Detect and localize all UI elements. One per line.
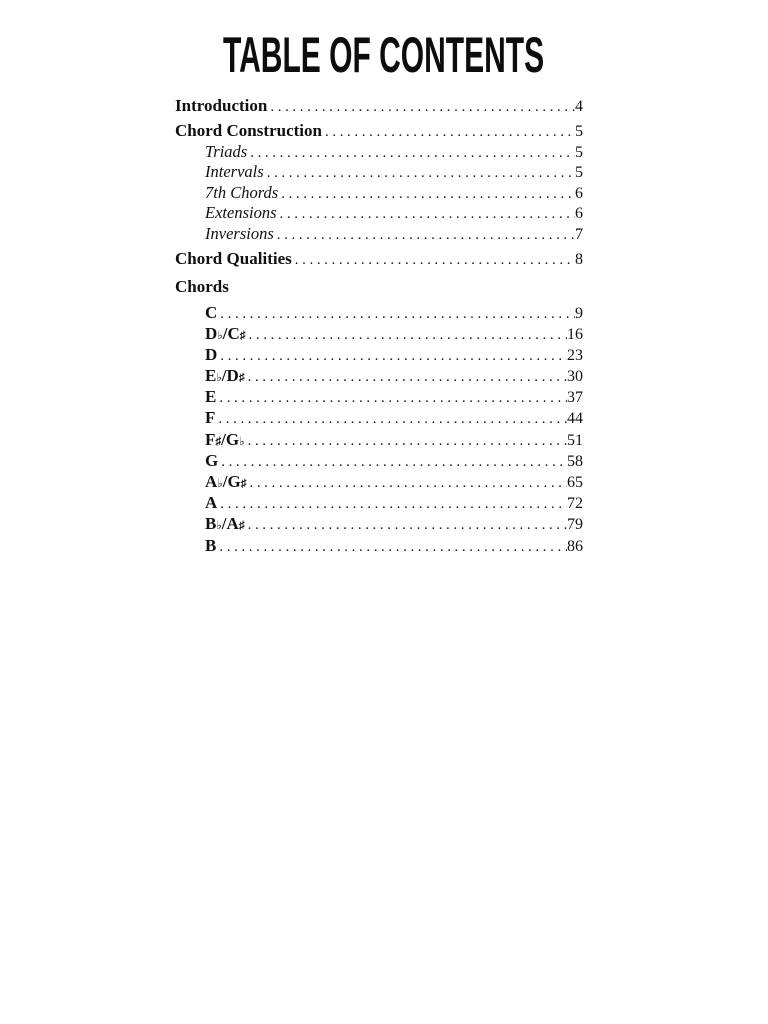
dot-leader <box>270 97 575 118</box>
toc-entry-label: Introduction <box>175 96 268 115</box>
toc-entry-label: Intervals <box>205 162 264 181</box>
flat-symbol: ♭ <box>216 519 222 533</box>
toc-entry <box>175 344 583 365</box>
toc-entry-label: Chord Qualities <box>175 248 292 268</box>
dot-leader <box>248 515 567 536</box>
toc-entry-label: B <box>205 535 217 555</box>
sharp-symbol: ♯ <box>238 519 245 533</box>
toc-entry-page: 65 <box>567 474 583 491</box>
toc-entry <box>175 302 583 323</box>
toc-entry <box>175 407 583 428</box>
toc-entry <box>175 203 583 224</box>
toc-entry <box>175 96 583 117</box>
toc-entry-label: Inversions <box>205 223 274 243</box>
dot-leader <box>249 473 567 494</box>
flat-symbol: ♭ <box>239 434 245 448</box>
toc-entry-label: A <box>205 493 218 513</box>
toc-entry <box>175 249 583 270</box>
toc-entry <box>175 492 583 513</box>
toc-entry-page: 7 <box>575 225 583 243</box>
toc-entry-label: F <box>205 408 216 428</box>
dot-leader <box>250 143 575 164</box>
toc-entry <box>175 471 583 492</box>
dot-leader <box>220 494 567 515</box>
toc-entry-page: 6 <box>575 205 583 222</box>
toc-entry-page: 51 <box>567 431 583 449</box>
toc-entry-label: E <box>205 387 217 407</box>
toc-entry-label: 7th Chords <box>205 182 279 202</box>
toc-entry-page: 44 <box>567 410 583 428</box>
toc-entry-label: Triads <box>205 141 248 161</box>
toc-entry-label: B♭/A♯ <box>205 514 245 534</box>
dot-leader <box>280 204 575 225</box>
toc-entry-label: Chords <box>175 276 229 296</box>
dot-leader <box>277 225 575 246</box>
toc-entry-page: 23 <box>567 346 583 364</box>
toc-entry-page: 5 <box>575 143 583 161</box>
toc-entry-page: 5 <box>575 164 583 181</box>
toc-entry-label: Extensions <box>205 203 277 222</box>
toc-entry <box>175 277 583 298</box>
flat-symbol: ♭ <box>216 371 222 385</box>
flat-symbol: ♭ <box>217 328 223 342</box>
sharp-symbol: ♯ <box>240 477 247 490</box>
toc-entry-page: 58 <box>567 452 583 470</box>
dot-leader <box>221 452 567 473</box>
dot-leader <box>219 537 567 558</box>
toc-entry-label: E♭/D♯ <box>205 366 245 386</box>
flat-symbol: ♭ <box>217 477 223 490</box>
toc-entry-label: F♯/G♭ <box>205 429 245 449</box>
toc-entry-label: D♭/C♯ <box>205 323 246 343</box>
page-title: TABLE OF CONTENTS <box>223 27 545 83</box>
toc-entry-page: 37 <box>567 389 583 407</box>
toc-entry <box>175 323 583 344</box>
toc-entry <box>175 429 583 450</box>
dot-leader <box>219 388 567 409</box>
toc-entry-page: 8 <box>575 250 583 268</box>
dot-leader <box>249 325 567 346</box>
toc-entry <box>175 535 583 556</box>
toc-entry-label: D <box>205 344 218 364</box>
toc-entry-page: 6 <box>575 184 583 202</box>
dot-leader <box>295 250 575 271</box>
toc-entry <box>175 513 583 534</box>
toc-entry-label: Chord Construction <box>175 121 322 140</box>
dot-leader <box>248 431 567 452</box>
toc-entry-page: 16 <box>567 325 583 343</box>
toc-entry-label: G <box>205 450 219 470</box>
dot-leader <box>218 409 567 430</box>
toc-entry-page: 4 <box>575 98 583 115</box>
dot-leader <box>248 367 567 388</box>
title-container <box>0 27 768 83</box>
toc-entry <box>175 142 583 163</box>
toc-entry-page: 72 <box>567 495 583 513</box>
toc-entry <box>175 162 583 183</box>
sharp-symbol: ♯ <box>238 371 245 385</box>
toc-entry <box>175 121 583 142</box>
toc-entry-page: 30 <box>567 368 583 386</box>
dot-leader <box>281 184 575 205</box>
toc-entry-label: A♭/G♯ <box>205 472 247 491</box>
toc-entry <box>175 450 583 471</box>
toc-list <box>175 96 583 556</box>
dot-leader <box>325 122 575 143</box>
toc-entry <box>175 365 583 386</box>
toc-entry <box>175 386 583 407</box>
sharp-symbol: ♯ <box>239 328 246 342</box>
dot-leader <box>220 346 567 367</box>
dot-leader <box>220 304 575 325</box>
toc-entry-page: 5 <box>575 123 583 140</box>
dot-leader <box>267 163 575 184</box>
sharp-symbol: ♯ <box>215 434 222 448</box>
toc-entry <box>175 224 583 245</box>
toc-entry-page: 86 <box>567 537 583 555</box>
toc-entry <box>175 183 583 204</box>
toc-entry-label: C <box>205 302 218 322</box>
toc-entry-page: 79 <box>567 516 583 534</box>
toc-entry-page: 9 <box>575 304 583 322</box>
